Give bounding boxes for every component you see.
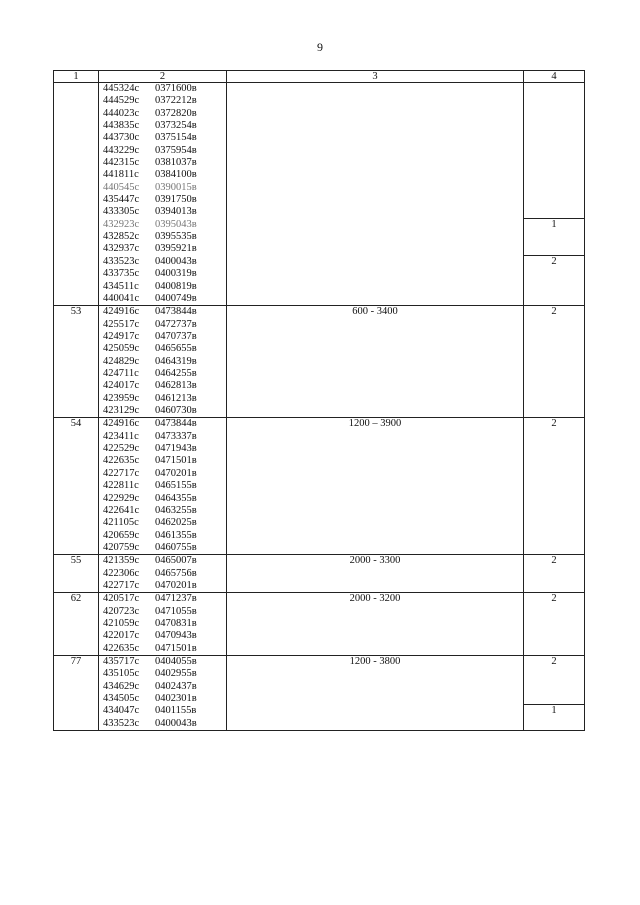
latitude: 433523с	[103, 717, 140, 729]
table-row	[54, 306, 585, 418]
coordinate-pair	[99, 108, 226, 120]
coordinate-pair	[99, 643, 226, 655]
latitude: 422529с	[103, 443, 140, 455]
row-number-cell	[54, 555, 99, 593]
coordinate-pair	[99, 368, 226, 380]
longitude: 0373254в	[155, 120, 197, 132]
coordinate-pair	[99, 606, 226, 618]
category-mark: 1	[524, 218, 584, 231]
coordinate-pair	[99, 542, 226, 554]
latitude: 420659с	[103, 529, 140, 541]
latitude: 420723с	[103, 605, 140, 617]
latitude: 422641с	[103, 504, 140, 516]
coordinates-cell	[99, 83, 227, 306]
coordinate-pair	[99, 281, 226, 293]
coordinates-cell	[99, 593, 227, 656]
category-value: 2	[551, 593, 557, 605]
latitude: 424017с	[103, 380, 140, 392]
longitude: 0471501в	[155, 642, 197, 654]
coordinate-pair	[99, 618, 226, 630]
coordinate-pair	[99, 668, 226, 680]
coordinate-pair	[99, 219, 226, 231]
longitude: 0402955в	[155, 668, 197, 680]
longitude: 0470201в	[155, 579, 197, 591]
header-col-3: 3	[227, 71, 524, 83]
latitude: 423129с	[103, 405, 140, 417]
coordinates-cell	[99, 555, 227, 593]
longitude: 0471055в	[155, 605, 197, 617]
longitude: 0473844в	[155, 418, 197, 430]
longitude: 0395921в	[155, 243, 197, 255]
longitude: 0471943в	[155, 443, 197, 455]
latitude: 435447с	[103, 194, 140, 206]
coordinates-table	[53, 70, 585, 731]
latitude: 422717с	[103, 467, 140, 479]
coordinate-pair	[99, 182, 226, 194]
latitude: 443730с	[103, 132, 140, 144]
coordinate-pair	[99, 356, 226, 368]
latitude: 434629с	[103, 680, 140, 692]
latitude: 443229с	[103, 144, 140, 156]
coordinate-pair	[99, 468, 226, 480]
depth-range-cell	[227, 656, 524, 731]
header-row	[54, 71, 585, 83]
category-mark: 2	[524, 255, 584, 268]
longitude: 0465655в	[155, 343, 197, 355]
coordinate-pair	[99, 256, 226, 268]
longitude: 0400319в	[155, 268, 197, 280]
latitude: 433735с	[103, 268, 140, 280]
latitude: 425517с	[103, 318, 140, 330]
depth-range: 600 - 3400	[352, 306, 398, 318]
row-number-cell	[54, 593, 99, 656]
coordinate-pair	[99, 206, 226, 218]
coordinate-pair	[99, 306, 226, 318]
latitude: 441811с	[103, 169, 139, 181]
table-row	[54, 83, 585, 306]
depth-range-cell	[227, 418, 524, 555]
category-cell	[524, 418, 585, 555]
longitude: 0402301в	[155, 693, 197, 705]
depth-range-cell	[227, 306, 524, 418]
latitude: 440545с	[103, 181, 140, 193]
coordinate-pair	[99, 418, 226, 430]
row-number: 77	[70, 656, 82, 668]
coordinate-pair	[99, 493, 226, 505]
longitude: 0375954в	[155, 144, 197, 156]
coordinate-pair	[99, 268, 226, 280]
coordinate-pair	[99, 705, 226, 717]
table-row	[54, 593, 585, 656]
coordinate-pair	[99, 319, 226, 331]
latitude: 443835с	[103, 120, 140, 132]
depth-range: 2000 - 3200	[349, 593, 401, 605]
coordinates-cell	[99, 306, 227, 418]
longitude: 0464319в	[155, 355, 197, 367]
category-value: 2	[551, 306, 557, 318]
longitude: 0372212в	[155, 95, 197, 107]
depth-range: 2000 - 3300	[349, 555, 401, 567]
coordinate-pair	[99, 517, 226, 529]
page-number: 9	[317, 40, 323, 54]
coordinate-pair	[99, 231, 226, 243]
longitude: 0402437в	[155, 680, 197, 692]
depth-range: 1200 - 3800	[349, 656, 401, 668]
longitude: 0470201в	[155, 467, 197, 479]
latitude: 432852с	[103, 231, 140, 243]
coordinate-pair	[99, 568, 226, 580]
coordinate-pair	[99, 718, 226, 730]
latitude: 425059с	[103, 343, 140, 355]
longitude: 0470737в	[155, 330, 197, 342]
latitude: 421359с	[103, 555, 140, 567]
longitude: 0463255в	[155, 504, 197, 516]
longitude: 0460730в	[155, 405, 197, 417]
category-cell	[524, 656, 585, 731]
coordinate-pair	[99, 95, 226, 107]
coordinate-pair	[99, 480, 226, 492]
longitude: 0401155в	[155, 705, 197, 717]
longitude: 0384100в	[155, 169, 197, 181]
coordinate-pair	[99, 431, 226, 443]
longitude: 0394013в	[155, 206, 197, 218]
category-mark: 1	[524, 704, 584, 717]
latitude: 434047с	[103, 705, 140, 717]
latitude: 424829с	[103, 355, 140, 367]
coordinate-pair	[99, 380, 226, 392]
longitude: 0464255в	[155, 368, 197, 380]
longitude: 0391750в	[155, 194, 197, 206]
coordinate-pair	[99, 681, 226, 693]
latitude: 422635с	[103, 642, 140, 654]
longitude: 0404055в	[155, 656, 197, 668]
coordinate-pair	[99, 593, 226, 605]
coordinate-pair	[99, 194, 226, 206]
coordinate-pair	[99, 555, 226, 567]
row-number: 62	[70, 593, 82, 605]
latitude: 435717с	[103, 656, 140, 668]
longitude: 0472737в	[155, 318, 197, 330]
longitude: 0465007в	[155, 555, 197, 567]
coordinate-pair	[99, 243, 226, 255]
category-cell	[524, 83, 585, 306]
coordinate-pair	[99, 443, 226, 455]
coordinates-cell	[99, 656, 227, 731]
coordinate-pair	[99, 331, 226, 343]
longitude: 0460755в	[155, 541, 197, 553]
latitude: 433523с	[103, 255, 140, 267]
latitude: 444529с	[103, 95, 140, 107]
coordinate-pair	[99, 393, 226, 405]
latitude: 432923с	[103, 218, 140, 230]
latitude: 422717с	[103, 579, 140, 591]
latitude: 424916с	[103, 306, 140, 318]
longitude: 0470943в	[155, 630, 197, 642]
depth-range	[227, 83, 523, 95]
coordinate-pair	[99, 630, 226, 642]
latitude: 421105с	[103, 517, 139, 529]
header-col-1: 1	[54, 71, 99, 83]
category-value: 2	[551, 555, 557, 567]
row-number	[54, 83, 98, 95]
depth-range-cell	[227, 555, 524, 593]
longitude: 0461213в	[155, 392, 197, 404]
longitude: 0465155в	[155, 480, 197, 492]
table-row	[54, 418, 585, 555]
longitude: 0465756в	[155, 567, 197, 579]
longitude: 0400819в	[155, 280, 197, 292]
latitude: 444023с	[103, 107, 140, 119]
latitude: 420759с	[103, 541, 140, 553]
table-row	[54, 555, 585, 593]
row-number-cell	[54, 656, 99, 731]
row-number: 53	[70, 306, 82, 318]
depth-range-cell	[227, 593, 524, 656]
coordinate-pair	[99, 120, 226, 132]
row-number: 55	[70, 555, 82, 567]
coordinate-pair	[99, 343, 226, 355]
longitude: 0473337в	[155, 430, 197, 442]
longitude: 0462025в	[155, 517, 197, 529]
latitude: 424916с	[103, 418, 140, 430]
depth-range-cell	[227, 83, 524, 306]
latitude: 432937с	[103, 243, 140, 255]
coordinate-pair	[99, 293, 226, 305]
coordinate-pair	[99, 157, 226, 169]
latitude: 440041с	[103, 292, 140, 304]
latitude: 423959с	[103, 392, 140, 404]
longitude: 0471501в	[155, 455, 197, 467]
longitude: 0400043в	[155, 255, 197, 267]
category-cell	[524, 306, 585, 418]
longitude: 0461355в	[155, 529, 197, 541]
longitude: 0390015в	[155, 181, 197, 193]
latitude: 422306с	[103, 567, 140, 579]
latitude: 424917с	[103, 330, 140, 342]
header-col-2: 2	[99, 71, 227, 83]
longitude: 0470831в	[155, 618, 197, 630]
row-number-cell	[54, 418, 99, 555]
coordinate-pair	[99, 580, 226, 592]
longitude: 0372820в	[155, 107, 197, 119]
latitude: 423411с	[103, 430, 139, 442]
depth-range: 1200 – 3900	[348, 418, 402, 430]
latitude: 422929с	[103, 492, 140, 504]
longitude: 0375154в	[155, 132, 197, 144]
coordinates-cell	[99, 418, 227, 555]
category-value: 2	[551, 656, 557, 668]
longitude: 0471237в	[155, 593, 197, 605]
latitude: 442315с	[103, 157, 140, 169]
row-number: 54	[70, 418, 82, 430]
latitude: 420517с	[103, 593, 140, 605]
latitude: 435105с	[103, 668, 140, 680]
coordinate-pair	[99, 455, 226, 467]
longitude: 0400043в	[155, 717, 197, 729]
latitude: 422635с	[103, 455, 140, 467]
coordinate-pair	[99, 656, 226, 668]
latitude: 433305с	[103, 206, 140, 218]
coordinate-pair	[99, 132, 226, 144]
category-cell	[524, 555, 585, 593]
longitude: 0371600в	[155, 83, 197, 94]
row-number-cell	[54, 83, 99, 306]
coordinate-pair	[99, 83, 226, 95]
longitude: 0462813в	[155, 380, 197, 392]
coordinate-pair	[99, 145, 226, 157]
longitude: 0464355в	[155, 492, 197, 504]
latitude: 445324с	[103, 83, 140, 94]
category-cell	[524, 593, 585, 656]
latitude: 434505с	[103, 693, 140, 705]
latitude: 422811с	[103, 480, 139, 492]
table-row	[54, 656, 585, 731]
coordinate-pair	[99, 169, 226, 181]
header-col-4: 4	[524, 71, 585, 83]
longitude: 0395043в	[155, 218, 197, 230]
longitude: 0473844в	[155, 306, 197, 318]
longitude: 0395535в	[155, 231, 197, 243]
category-value: 2	[551, 418, 557, 430]
latitude: 421059с	[103, 618, 140, 630]
latitude: 424711с	[103, 368, 139, 380]
row-number-cell	[54, 306, 99, 418]
coordinate-pair	[99, 530, 226, 542]
table-body	[54, 83, 585, 731]
longitude: 0400749в	[155, 292, 197, 304]
longitude: 0381037в	[155, 157, 197, 169]
category-value	[524, 83, 584, 95]
coordinate-pair	[99, 505, 226, 517]
latitude: 434511с	[103, 280, 139, 292]
coordinate-pair	[99, 693, 226, 705]
latitude: 422017с	[103, 630, 140, 642]
coordinate-pair	[99, 405, 226, 417]
